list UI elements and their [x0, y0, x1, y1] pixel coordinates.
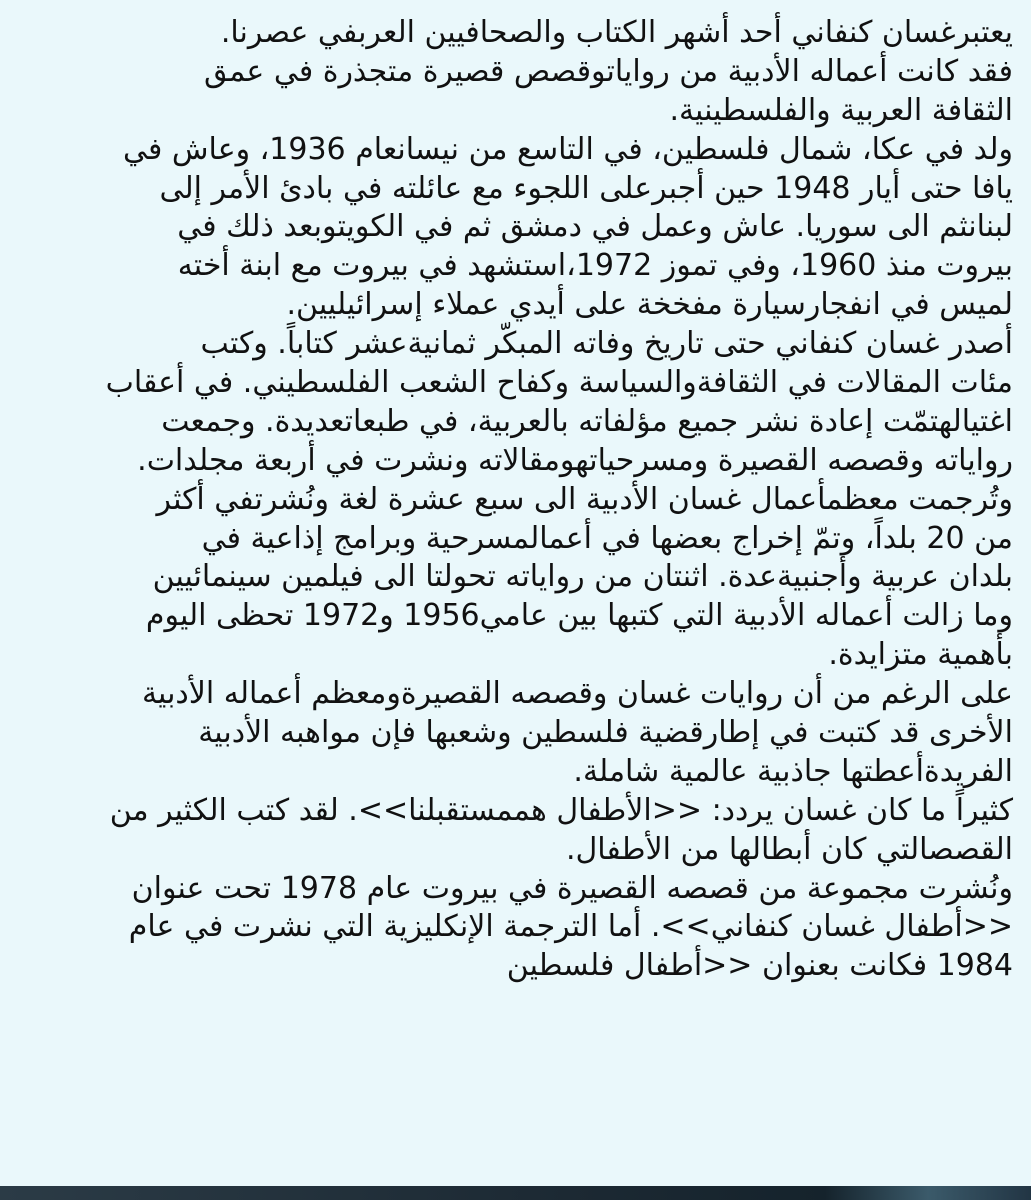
text-line: بيروت منذ 1960، وفي تموز 1972،استشهد في بيروت مع ابنة أخته [177, 248, 1013, 284]
text-line: بلدان عربية وأجنبيةعدة. اثنتان من رواياته تحولتا الى فيلمين سينمائيين [152, 559, 1013, 595]
text-line: أصدر غسان كنفاني حتى تاريخ وفاته المبكّر ثمانيةعشر كتاباً. وكتب [200, 326, 1013, 362]
text-line: بأهمية متزايدة. [828, 637, 1013, 673]
text-line: 1984 فكانت بعنوان <<أطفال فلسطين [506, 948, 1013, 984]
text-line: فقد كانت أعماله الأدبية من رواياتوقصص قصيرة متجذرة في عمق [204, 53, 1013, 89]
text-line: لبنانثم الى سوريا. عاش وعمل في دمشق ثم في الكويتوبعد ذلك في [177, 209, 1013, 245]
text-line: الأخرى قد كتبت في إطارقضية فلسطين وشعبها فإن مواهبه الأدبية [198, 715, 1013, 751]
text-line: يعتبرغسان كنفاني أحد أشهر الكتاب والصحافيين العربفي عصرنا. [220, 15, 1013, 50]
text-line: يافا حتى أيار 1948 حين أجبرعلى اللجوء مع عائلته في بادئ الأمر إلى [159, 170, 1013, 206]
text-line: من 20 بلداً، وتمّ إخراج بعضها في أعمالمسرحية وبرامج إذاعية في [201, 520, 1013, 556]
text-line: وتُرجمت معظمأعمال غسان الأدبية الى سبع عشرة لغة ونُشرتفي أكثر [156, 481, 1013, 517]
text-line: الفريدةأعطتها جاذبية عالمية شاملة. [573, 753, 1013, 789]
text-line: ونُشرت مجموعة من قصصه القصيرة في بيروت عام 1978 تحت عنوان [131, 870, 1013, 906]
text-line: <<أطفال غسان كنفاني>>. أما الترجمة الإنكليزية التي نشرت في عام [128, 909, 1013, 945]
text-line: كثيراً ما كان غسان يردد: <<الأطفال هممستقبلنا>>. لقد كتب الكثير من [109, 792, 1013, 828]
text-line: اغتيالهتمّت إعادة نشر جميع مؤلفاته بالعربية، في طبعاتعديدة. وجمعت [161, 403, 1013, 439]
text-line: القصصالتي كان أبطالها من الأطفال. [565, 831, 1013, 867]
text-line: لميس في انفجارسيارة مفخخة على أيدي عملاء إسرائيليين. [286, 287, 1013, 323]
text-line: مئات المقالات في الثقافةوالسياسة وكفاح الشعب الفلسطيني. في أعقاب [105, 365, 1013, 401]
text-line: على الرغم من أن روايات غسان وقصصه القصيرةومعظم أعماله الأدبية [141, 676, 1013, 712]
article-text [23, 14, 1013, 986]
bottom-edge-bar [0, 1186, 1031, 1200]
text-line: رواياته وقصصه القصيرة ومسرحياتهومقالاته ونشرت في أربعة مجلدات. [137, 442, 1013, 478]
text-line: الثقافة العربية والفلسطينية. [669, 92, 1013, 128]
text-line: ولد في عكا، شمال فلسطين، في التاسع من نيسانعام 1936، وعاش في [123, 131, 1013, 167]
text-line: وما زالت أعماله الأدبية التي كتبها بين عامي1956 و1972 تحظى اليوم [145, 598, 1013, 634]
